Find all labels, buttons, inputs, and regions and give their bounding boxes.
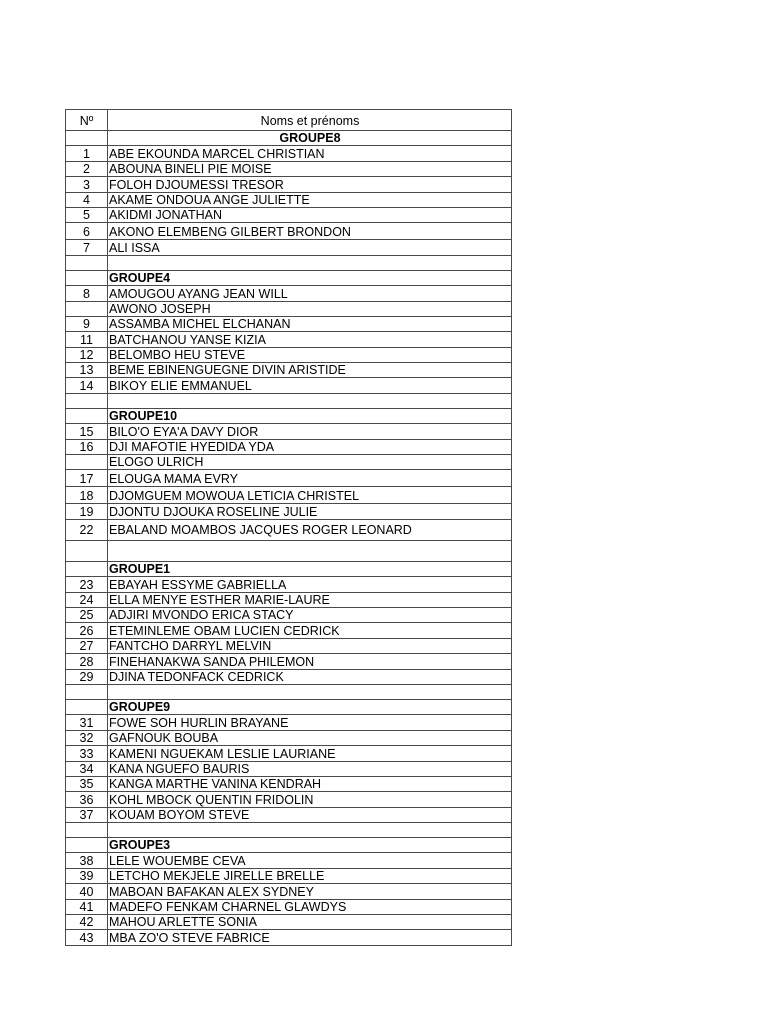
column-header-number: Nº [66,110,108,131]
row-number-cell: 12 [66,347,108,362]
spacer-row [66,684,512,699]
row-number-cell: 13 [66,363,108,378]
row-number-cell: 28 [66,654,108,669]
student-name-cell: DJONTU DJOUKA ROSELINE JULIE [108,504,512,519]
table-row [66,439,512,454]
table-row [66,504,512,519]
table-row [66,654,512,669]
student-name-cell: BIKOY ELIE EMMANUEL [108,378,512,393]
row-number-cell [66,131,108,146]
row-number-cell [66,684,108,699]
table-row [66,207,512,222]
student-name-cell: BEME EBINENGUEGNE DIVIN ARISTIDE [108,363,512,378]
row-number-cell: 31 [66,715,108,730]
table-row [66,146,512,161]
student-name-cell: ABOUNA BINELI PIE MOISE [108,161,512,176]
table-row [66,519,512,540]
student-name-cell: FANTCHO DARRYL MELVIN [108,638,512,653]
row-number-cell [66,540,108,561]
student-list-body [66,110,512,946]
table-row [66,638,512,653]
student-name-cell: KANA NGUEFO BAURIS [108,761,512,776]
table-row [66,316,512,331]
table-row [66,669,512,684]
student-name-cell: ELOGO ULRICH [108,455,512,470]
table-row [66,301,512,316]
spacer-row [66,393,512,408]
table-row [66,192,512,207]
empty-cell [108,393,512,408]
table-row [66,332,512,347]
group-heading: GROUPE10 [108,408,512,423]
student-name-cell: EBALAND MOAMBOS JACQUES ROGER LEONARD [108,519,512,540]
group-heading: GROUPE4 [108,270,512,285]
row-number-cell [66,393,108,408]
row-number-cell: 35 [66,776,108,791]
group-heading-row [66,699,512,714]
row-number-cell [66,823,108,838]
student-name-cell: ELLA MENYE ESTHER MARIE-LAURE [108,592,512,607]
group-heading: GROUPE3 [108,838,512,853]
row-number-cell: 36 [66,792,108,807]
student-list-table [65,109,512,946]
table-row [66,592,512,607]
row-number-cell: 17 [66,470,108,487]
spacer-row [66,823,512,838]
student-name-cell: FOWE SOH HURLIN BRAYANE [108,715,512,730]
row-number-cell [66,699,108,714]
row-number-cell: 3 [66,177,108,192]
group-heading: GROUPE1 [108,561,512,576]
row-number-cell: 9 [66,316,108,331]
student-name-cell: BELOMBO HEU STEVE [108,347,512,362]
row-number-cell: 41 [66,899,108,914]
table-row [66,223,512,240]
student-name-cell: EBAYAH ESSYME GABRIELLA [108,577,512,592]
table-row [66,286,512,301]
row-number-cell: 27 [66,638,108,653]
table-row [66,470,512,487]
group-heading-row [66,561,512,576]
row-number-cell: 1 [66,146,108,161]
table-row [66,884,512,899]
empty-cell [108,823,512,838]
student-name-cell: KOHL MBOCK QUENTIN FRIDOLIN [108,792,512,807]
table-row [66,761,512,776]
row-number-cell: 5 [66,207,108,222]
row-number-cell: 11 [66,332,108,347]
spacer-row [66,540,512,561]
row-number-cell: 25 [66,607,108,622]
student-name-cell: MBA ZO'O STEVE FABRICE [108,930,512,945]
group-heading-row [66,838,512,853]
student-name-cell: KANGA MARTHE VANINA KENDRAH [108,776,512,791]
row-number-cell: 2 [66,161,108,176]
row-number-cell: 33 [66,746,108,761]
table-row [66,607,512,622]
row-number-cell: 7 [66,240,108,255]
table-row [66,623,512,638]
table-row [66,915,512,930]
row-number-cell: 26 [66,623,108,638]
row-number-cell: 39 [66,868,108,883]
student-name-cell: MAHOU ARLETTE SONIA [108,915,512,930]
table-row [66,868,512,883]
student-name-cell: BILO'O EYA'A DAVY DIOR [108,424,512,439]
student-name-cell: AKONO ELEMBENG GILBERT BRONDON [108,223,512,240]
row-number-cell: 24 [66,592,108,607]
student-name-cell: ASSAMBA MICHEL ELCHANAN [108,316,512,331]
student-name-cell: KAMENI NGUEKAM LESLIE LAURIANE [108,746,512,761]
student-name-cell: GAFNOUK BOUBA [108,730,512,745]
table-row [66,746,512,761]
empty-cell [108,540,512,561]
table-row [66,853,512,868]
table-row [66,899,512,914]
table-row [66,455,512,470]
row-number-cell: 8 [66,286,108,301]
empty-cell [108,255,512,270]
group-heading-row [66,131,512,146]
row-number-cell: 34 [66,761,108,776]
row-number-cell [66,301,108,316]
group-heading-row [66,408,512,423]
row-number-cell: 32 [66,730,108,745]
row-number-cell: 4 [66,192,108,207]
table-row [66,363,512,378]
row-number-cell: 14 [66,378,108,393]
row-number-cell: 18 [66,487,108,504]
table-row [66,776,512,791]
student-name-cell: ALI ISSA [108,240,512,255]
row-number-cell: 23 [66,577,108,592]
row-number-cell: 38 [66,853,108,868]
row-number-cell: 6 [66,223,108,240]
table-row [66,807,512,822]
row-number-cell [66,838,108,853]
row-number-cell: 43 [66,930,108,945]
table-row [66,347,512,362]
student-name-cell: MADEFO FENKAM CHARNEL GLAWDYS [108,899,512,914]
row-number-cell [66,561,108,576]
row-number-cell: 42 [66,915,108,930]
table-row [66,715,512,730]
student-name-cell: FINEHANAKWA SANDA PHILEMON [108,654,512,669]
student-name-cell: FOLOH DJOUMESSI TRESOR [108,177,512,192]
row-number-cell [66,455,108,470]
table-row [66,378,512,393]
group-heading: GROUPE8 [108,131,512,146]
row-number-cell: 19 [66,504,108,519]
table-row [66,730,512,745]
spacer-row [66,255,512,270]
empty-cell [108,684,512,699]
table-row [66,424,512,439]
student-name-cell: ETEMINLEME OBAM LUCIEN CEDRICK [108,623,512,638]
table-header-row [66,110,512,131]
student-name-cell: AMOUGOU AYANG JEAN WILL [108,286,512,301]
student-name-cell: MABOAN BAFAKAN ALEX SYDNEY [108,884,512,899]
row-number-cell: 16 [66,439,108,454]
student-name-cell: ELOUGA MAMA EVRY [108,470,512,487]
student-name-cell: LETCHO MEKJELE JIRELLE BRELLE [108,868,512,883]
student-name-cell: DJI MAFOTIE HYEDIDA YDA [108,439,512,454]
column-header-names: Noms et prénoms [108,110,512,131]
table-row [66,487,512,504]
table-row [66,240,512,255]
table-row [66,161,512,176]
student-name-cell: LELE WOUEMBE CEVA [108,853,512,868]
table-row [66,177,512,192]
row-number-cell: 37 [66,807,108,822]
student-name-cell: ABE EKOUNDA MARCEL CHRISTIAN [108,146,512,161]
student-name-cell: KOUAM BOYOM STEVE [108,807,512,822]
student-name-cell: AWONO JOSEPH [108,301,512,316]
student-name-cell: DJOMGUEM MOWOUA LETICIA CHRISTEL [108,487,512,504]
row-number-cell: 40 [66,884,108,899]
row-number-cell: 15 [66,424,108,439]
group-heading-row [66,270,512,285]
student-name-cell: AKIDMI JONATHAN [108,207,512,222]
row-number-cell [66,270,108,285]
table-row [66,930,512,945]
table-row [66,577,512,592]
table-row [66,792,512,807]
row-number-cell [66,255,108,270]
row-number-cell [66,408,108,423]
student-name-cell: BATCHANOU YANSE KIZIA [108,332,512,347]
student-name-cell: DJINA TEDONFACK CEDRICK [108,669,512,684]
student-name-cell: AKAME ONDOUA ANGE JULIETTE [108,192,512,207]
row-number-cell: 29 [66,669,108,684]
row-number-cell: 22 [66,519,108,540]
student-name-cell: ADJIRI MVONDO ERICA STACY [108,607,512,622]
group-heading: GROUPE9 [108,699,512,714]
